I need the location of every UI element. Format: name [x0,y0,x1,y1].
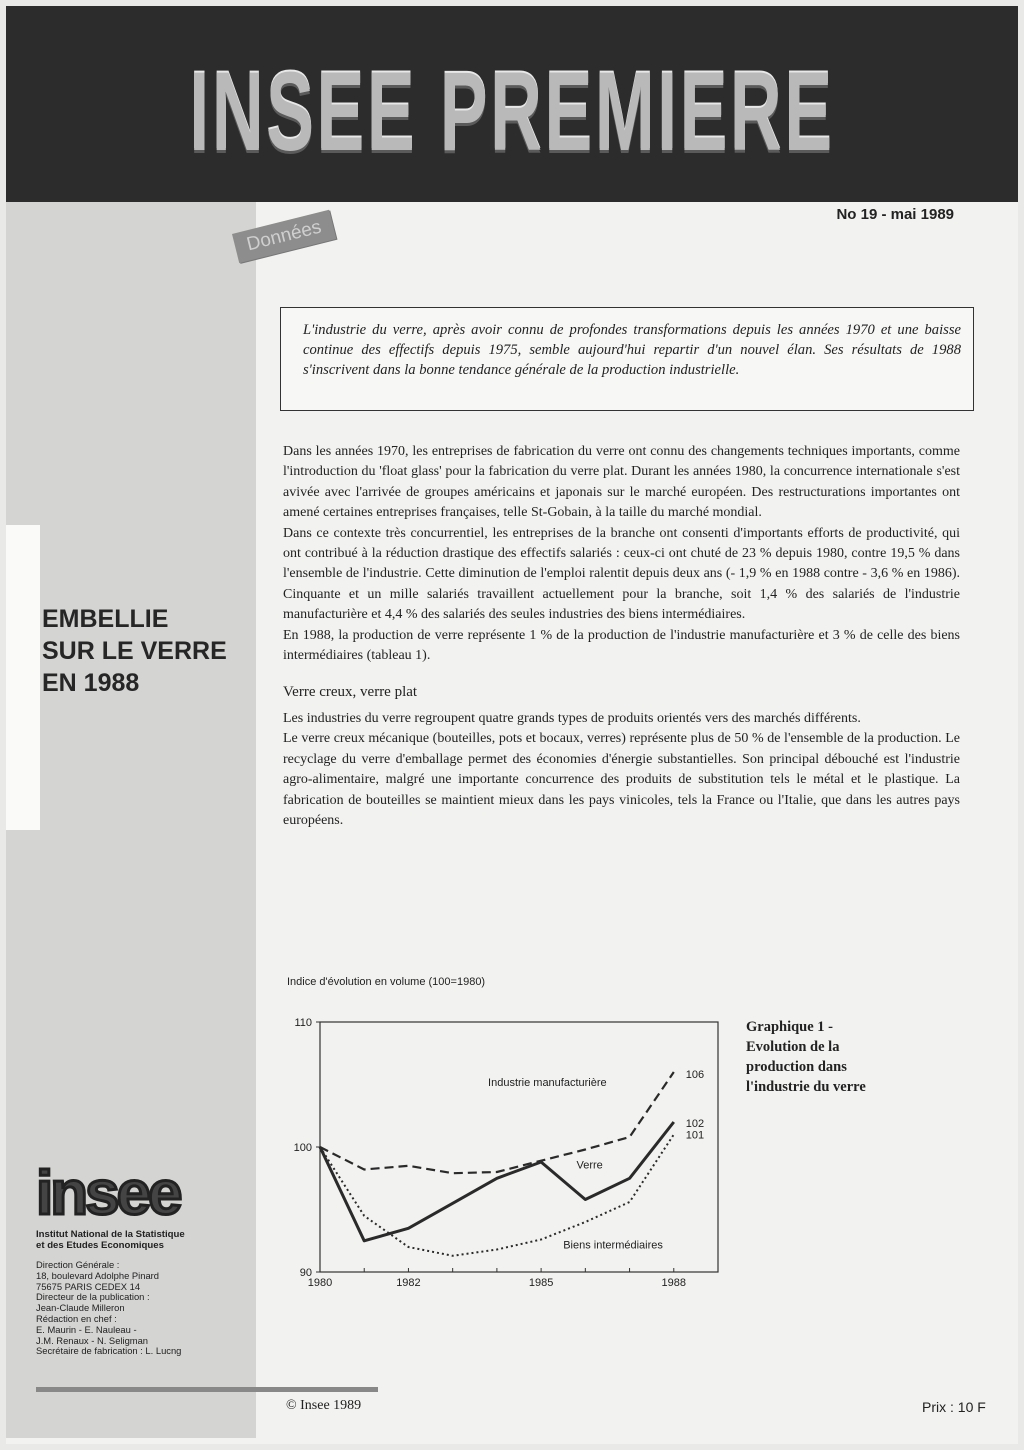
paragraph: Dans ce contexte très concurrentiel, les entreprises de la branche ont consenti d'importants efforts de productivité, qui ont contribué à la réduction drastique des effectifs salariés : ceux-ci ont chuté de 23 % depuis 1980, contre 19,5 % dans l'ensemble de l'industrie. Cette diminution de l'emploi ralentit depuis deux ans (- 1,9 % en 1988 contre - 3,6 % en 1986). Cinquante et un mille salariés travaillent actuellement pour la branche, soit 1,4 % des salariés de l'industrie manufacturière et 4,4 % des salariés des seules industries des biens intermédiaires. [283,525,960,623]
chart-caption: Graphique 1 - Evolution de la production dans l'industrie du verre [746,1019,866,1095]
chart-plot-frame [320,1022,718,1272]
paragraph: Les industries du verre regroupent quatre grands types de produits orientés vers des marchés différents. [283,710,861,726]
series-end-label: 106 [685,1069,705,1081]
x-tick-label: 1985 [528,1277,554,1289]
insee-logo-wordmark: insee [36,1159,180,1224]
series-end-label: 101 [685,1129,705,1142]
credit-line: Jean-Claude Milleron [36,1302,125,1314]
institute-line: Institut National de la Statistique [36,1229,185,1240]
masthead-title: INSEE PREMIERE [189,49,835,174]
insee-logo-mark [36,1154,236,1224]
credit-line: Directeur de la publication : [36,1291,150,1303]
chart-y-axis-label: Indice d'évolution en volume (100=1980) [287,976,486,988]
y-tick-label: 110 [294,1017,312,1029]
series-end-label: 102 [685,1118,705,1130]
credit-line: J.M. Renaux - N. Seligman [36,1334,149,1346]
y-tick-label: 90 [299,1267,312,1279]
headline-line: EN 1988 [42,669,140,697]
insee-logo [36,1154,236,1229]
credit-line: Rédaction en chef : [36,1312,117,1324]
y-tick-label: 100 [293,1142,312,1154]
sidebar-band [6,202,256,1438]
masthead [6,6,1018,202]
series-name-label: Industrie manufacturière [488,1076,607,1089]
article-body [283,442,960,831]
credit-line: Secrétaire de fabrication : L. Lucng [36,1345,182,1357]
series-name-label: Verre [576,1159,603,1172]
price: Prix : 10 F [922,1399,986,1415]
series-name-label: Biens intermédiaires [563,1239,663,1252]
x-tick-label: 1982 [396,1277,421,1289]
summary-box: L'industrie du verre, après avoir connu de profondes transformations depuis les années 1970 et une baisse continue des effectifs depuis 1975, semble aujourd'hui repartir d'un nouvel élan. Ses résultats de 1988 s'inscrivent dans la bonne tendance générale de la production industrielle. [280,307,974,411]
headline-line: SUR LE VERRE [42,637,227,665]
x-tick-label: 1980 [307,1277,333,1289]
paragraph: Le verre creux mécanique (bouteilles, pots et bocaux, verres) représente plus de 50 % de l'ensemble de la production. Le recyclage du verre d'emballage permet des économies d'énergie substantielles. Son principal débouché est l'industrie agro-alimentaire, malgré une importante concurrence des produits de substitution tels le métal et le plastique. La fabrication de bouteilles se maintient mieux dans les pays vinicoles, tels la France ou l'Italie, que dans les autres pays européens. [283,731,960,828]
credits [36,1260,246,1357]
copyright: © Insee 1989 [286,1398,362,1413]
credit-line: Direction Générale : [36,1259,120,1270]
credit-line: 18, boulevard Adolphe Pinard [36,1269,160,1281]
headline [42,603,252,699]
credit-line: E. Maurin - E. Nauleau - [36,1323,137,1335]
x-tick-label: 1988 [661,1277,687,1289]
credit-line: 75675 PARIS CEDEX 14 [36,1280,141,1292]
chart-1 [280,1014,730,1292]
institute-line: et des Etudes Economiques [36,1240,164,1251]
donnees-tag: Données [232,210,336,263]
headline-line: EMBELLIE [42,605,169,633]
institute-name [36,1229,246,1251]
issue-number: No 19 - mai 1989 [836,206,954,223]
section-title: Verre creux, verre plat [283,684,418,701]
paragraph: En 1988, la production de verre représente 1 % de la production de l'industrie manufacturière et 3 % de celle des biens intermédiaires (tableau 1). [283,627,960,664]
paragraph: Dans les années 1970, les entreprises de fabrication du verre ont connu des changements techniques importants, comme l'introduction du 'float glass' pour la fabrication du verre plat. Durant les années 1980, la concurrence internationale s'est avivée avec l'arrivée de groupes américains et japonais sur le marché européen. Des restructurations importantes ont amené certaines entreprises françaises, telle St-Gobain, à la taille du marché mondial. [283,444,960,521]
sidebar-notch [6,525,40,830]
footer-rule [36,1387,378,1392]
